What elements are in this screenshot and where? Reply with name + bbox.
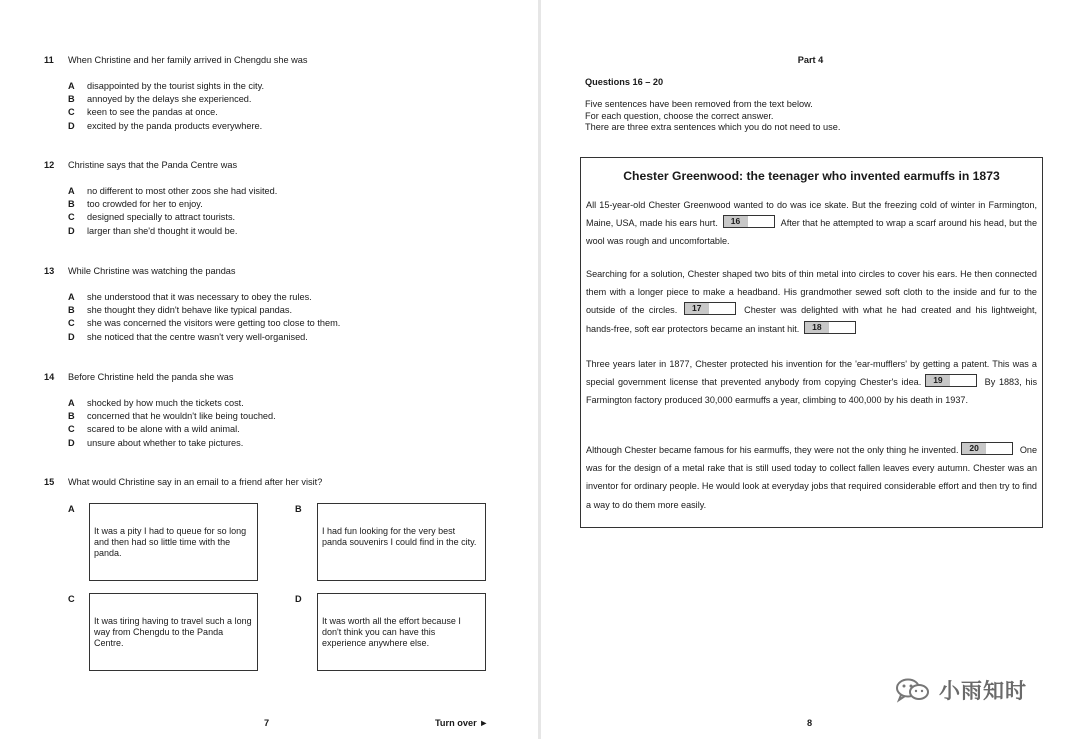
option-list — [68, 397, 276, 450]
instructions — [585, 99, 840, 134]
answer-gap-20[interactable]: 20 — [961, 442, 1013, 455]
question-number: 15 — [44, 477, 55, 487]
option-a[interactable]: A no different to most other zoos she had visited. — [68, 186, 278, 196]
option-list — [68, 80, 264, 133]
question-text: What would Christine say in an email to a friend after her visit? — [68, 477, 323, 487]
question-range: Questions 16 – 20 — [585, 77, 664, 87]
watermark — [895, 675, 1027, 705]
option-c[interactable]: C keen to see the pandas at once. — [68, 107, 218, 118]
exam-page-7 — [0, 0, 538, 739]
page-number: 7 — [264, 718, 270, 728]
email-option-label-a: A — [68, 504, 75, 514]
option-a[interactable]: A she understood that it was necessary to obey the rules. — [68, 292, 312, 302]
question-number: 12 — [44, 160, 55, 170]
email-option-a[interactable]: It was a pity I had to queue for so long and then had so little time with the panda. — [89, 503, 258, 581]
option-d[interactable]: D larger than she'd thought it would be. — [68, 225, 238, 236]
email-option-label-b: B — [295, 504, 302, 514]
email-option-d[interactable]: It was worth all the effort because I don't think you can have this experience anywhere else. — [317, 593, 486, 671]
part-title: Part 4 — [797, 55, 824, 65]
option-list — [68, 185, 277, 238]
question-text: Christine says that the Panda Centre was — [68, 160, 238, 170]
article-paragraph-3: Three years later in 1877, Chester protected his invention for the 'ear-mufflers' by getting a patent. This was a special government license that prevented anybody from copying Chester's idea. 19 By 1883, his Farmington factory produced 30,000 earmuffs a year, climbing to 400,000 by his death in 1937. — [586, 359, 1038, 406]
email-option-label-c: C — [68, 594, 75, 604]
page-number: 8 — [807, 718, 813, 728]
option-b[interactable]: B too crowded for her to enjoy. — [68, 199, 203, 210]
wechat-icon — [895, 677, 931, 703]
option-c[interactable]: C she was concerned the visitors were getting too close to them. — [68, 318, 341, 329]
answer-gap-17[interactable]: 17 — [684, 302, 736, 315]
question-text: When Christine and her family arrived in Chengdu she was — [68, 55, 308, 65]
option-c[interactable]: C designed specially to attract tourists. — [68, 212, 236, 223]
article-paragraph-4: Although Chester became famous for his earmuffs, they were not the only thing he invented. 20 One was for the design of a metal rake that is still used today to collect fallen leaves every autumn. Chester was an inventor for ordinary people. He would look at everyday jobs that required considerable effort and then try to find a way to do them more easily. — [586, 443, 1038, 510]
option-list — [68, 291, 340, 344]
answer-gap-19[interactable]: 19 — [925, 374, 977, 387]
exam-page-8 — [541, 0, 1080, 739]
question-text: While Christine was watching the pandas — [68, 266, 236, 276]
article-box — [580, 157, 1043, 528]
email-option-c[interactable]: It was tiring having to travel such a long way from Chengdu to the Panda Centre. — [89, 593, 258, 671]
question-number: 11 — [44, 55, 54, 65]
email-option-label-d: D — [295, 594, 302, 604]
answer-gap-16[interactable]: 16 — [723, 215, 775, 228]
instruction-line: Five sentences have been removed from the text below. — [585, 99, 813, 109]
article-title: Chester Greenwood: the teenager who invented earmuffs in 1873 — [623, 169, 1000, 183]
option-b[interactable]: B concerned that he wouldn't like being touched. — [68, 411, 276, 422]
instruction-line: For each question, choose the correct answer. — [585, 110, 774, 121]
question-number: 13 — [44, 266, 55, 276]
instruction-line: There are three extra sentences which you do not need to use. — [585, 122, 841, 132]
option-a[interactable]: A shocked by how much the tickets cost. — [68, 398, 244, 408]
answer-gap-18[interactable]: 18 — [804, 321, 856, 334]
article-paragraph-1: All 15-year-old Chester Greenwood wanted to do was ice skate. But the freezing cold of winter in Farmington, Maine, USA, made his ears hurt. 16 After that he attempted to wrap a scarf around his head, but the wool was rough and uncomfortable. — [586, 200, 1037, 247]
option-c[interactable]: C scared to be alone with a wild animal. — [68, 424, 240, 435]
watermark-text: 小雨知时 — [939, 680, 1027, 703]
option-a[interactable]: A disappointed by the tourist sights in the city. — [68, 81, 265, 91]
option-d[interactable]: D she noticed that the centre wasn't very well-organised. — [68, 331, 308, 342]
option-b[interactable]: B she thought they didn't behave like typical pandas. — [68, 305, 293, 316]
email-option-b[interactable]: I had fun looking for the very best panda souvenirs I could find in the city. — [317, 503, 486, 581]
option-b[interactable]: B annoyed by the delays she experienced. — [68, 94, 252, 105]
option-d[interactable]: D unsure about whether to take pictures. — [68, 437, 244, 448]
option-d[interactable]: D excited by the panda products everywhere. — [68, 120, 263, 131]
turn-over-link[interactable]: Turn over ► — [435, 718, 489, 728]
question-text: Before Christine held the panda she was — [68, 372, 234, 382]
article-paragraph-2: Searching for a solution, Chester shaped two bits of thin metal into circles to cover his ears. He then connected them with a longer piece to make a headband. His grandmother sewed soft cloth to the inside and fur to the outside of the circles. 17 Chester was delighted with what he had created and his lightweight, hands-free, soft ear protectors became an instant hit. 18 — [586, 269, 1037, 334]
question-number: 14 — [44, 372, 55, 382]
